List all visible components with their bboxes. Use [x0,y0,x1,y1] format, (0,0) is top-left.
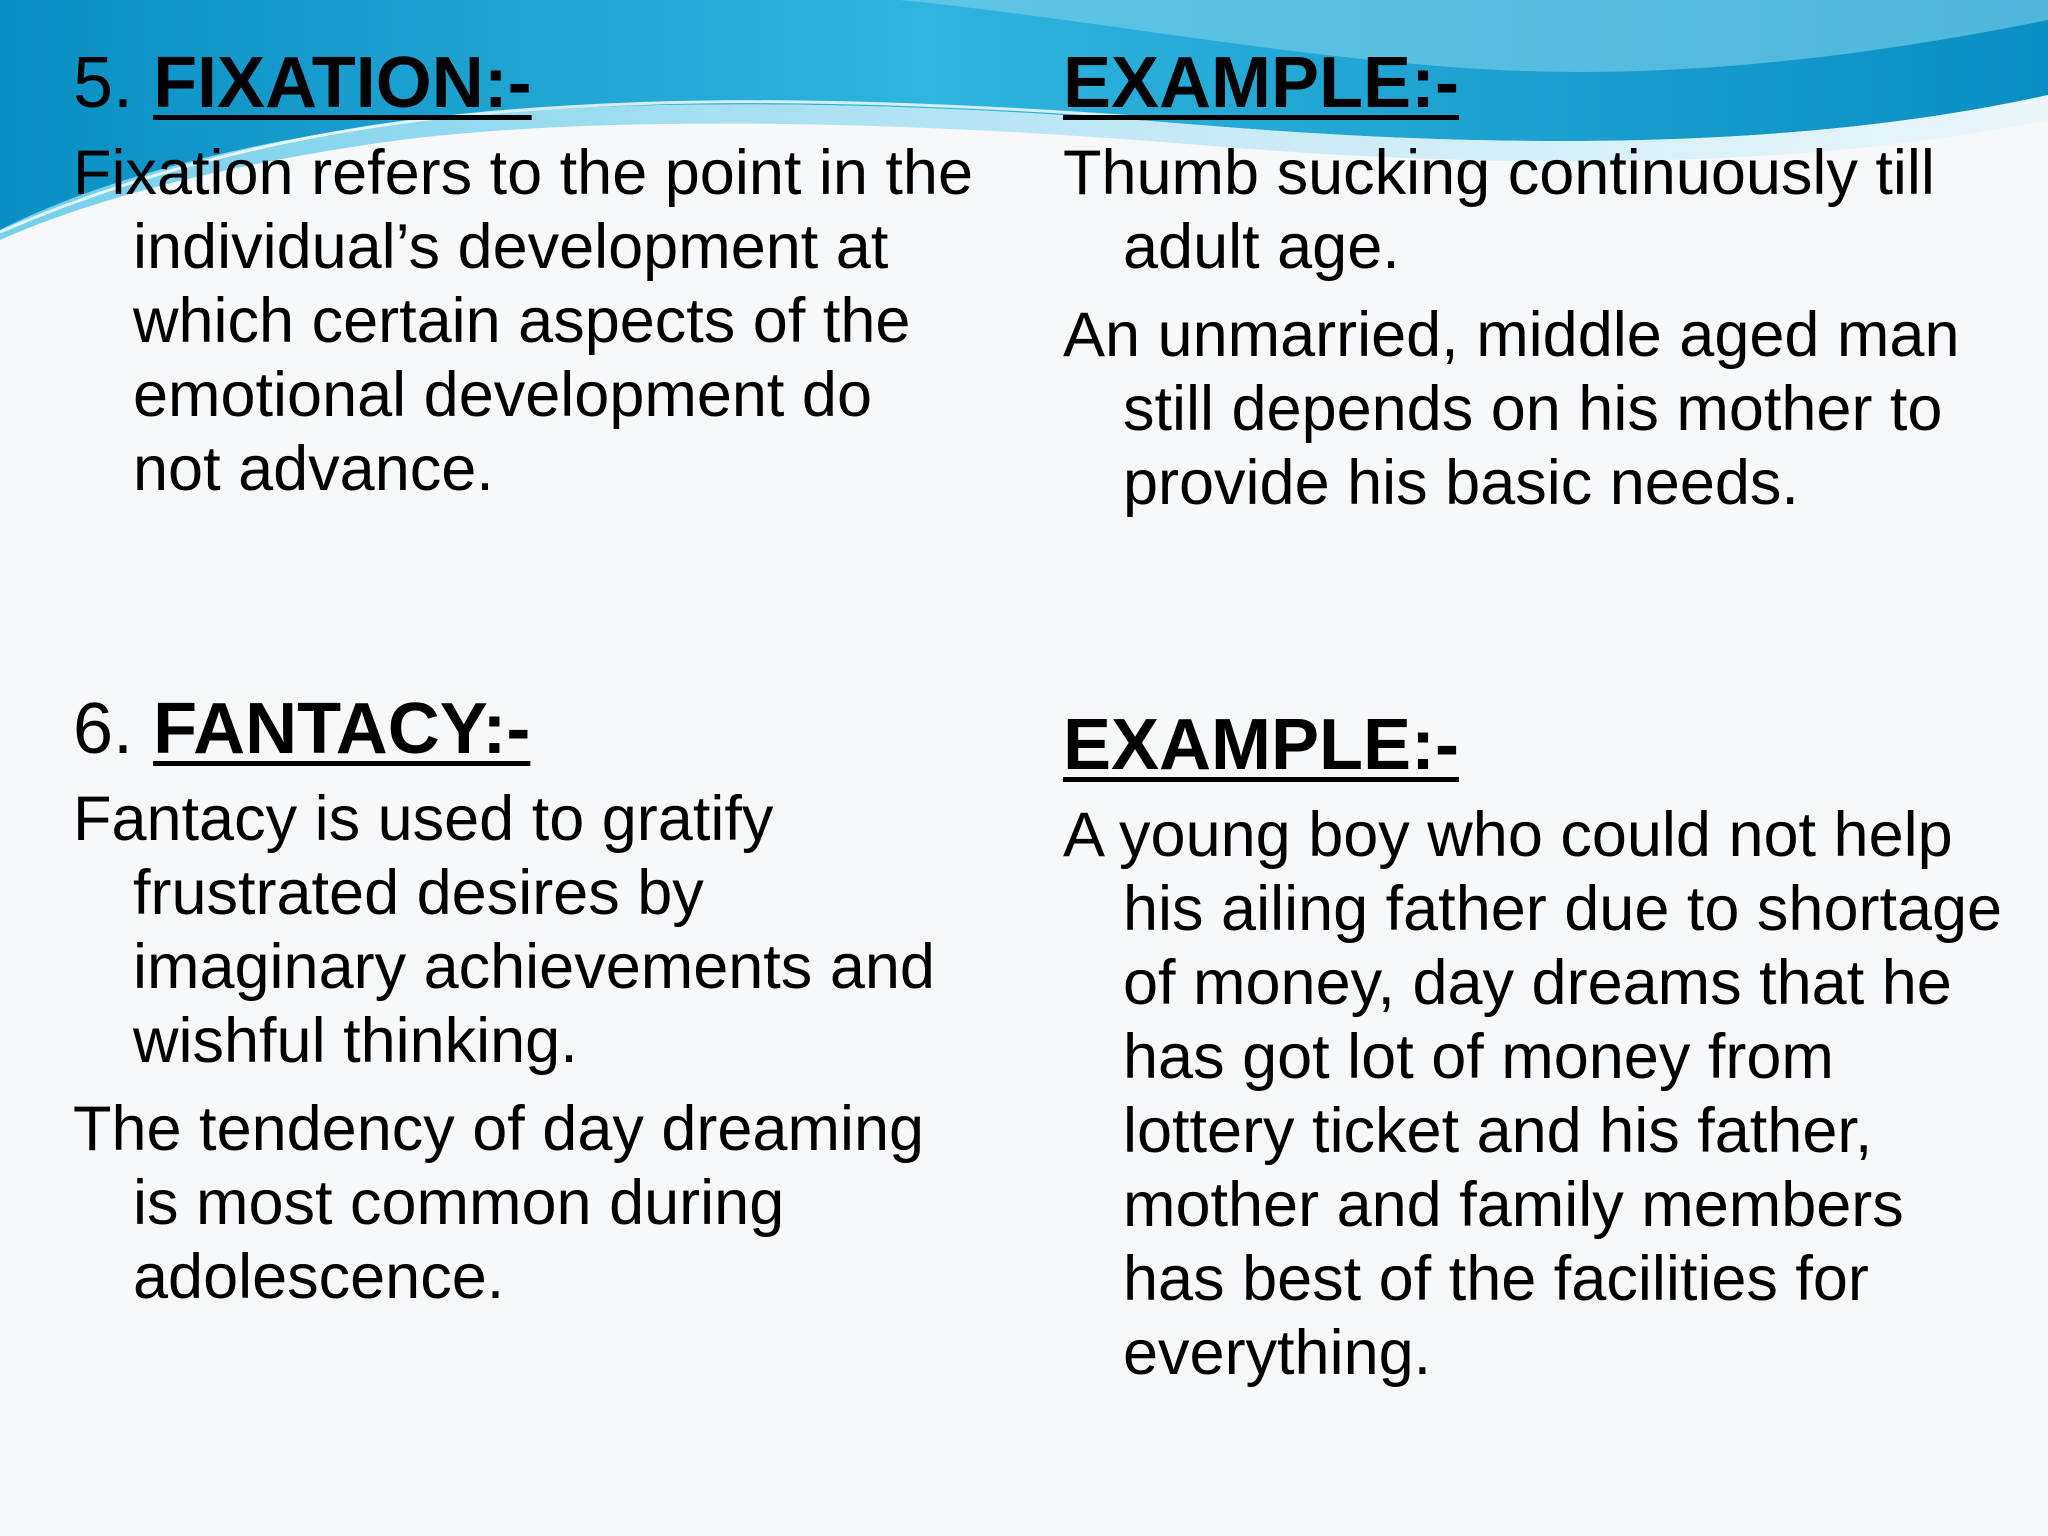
fantacy-definition: Fantacy is used to gratify frustrated desires by imaginary achievements and wishful thinking. [73,784,935,1076]
fantacy-heading [73,684,973,774]
fixation-example-text-1: Thumb sucking continuously till adult age. [1063,138,1935,282]
fixation-example-section [1063,38,2003,534]
fantacy-example-section [1063,700,2003,1404]
fixation-heading [73,38,973,128]
fantacy-example-term: EXAMPLE:- [1063,705,1459,785]
fantacy-example-heading [1063,700,2003,790]
fixation-example-term: EXAMPLE:- [1063,43,1459,123]
fixation-section [73,38,973,520]
fixation-example-text-2: An unmarried, middle aged man still depends on his mother to provide his basic needs. [1063,300,1960,518]
fixation-term: FIXATION:- [153,43,532,123]
fantacy-number: 6. [73,689,134,769]
fixation-number: 5. [73,43,134,123]
fantacy-section [73,684,973,1328]
fantacy-term: FANTACY:- [153,689,531,769]
fixation-definition: Fixation refers to the point in the individual’s development at which certain aspects of the emotional development do not advance. [73,138,973,504]
fantacy-note: The tendency of day dreaming is most common during adolescence. [73,1094,925,1312]
fantacy-example-text: A young boy who could not help his ailing father due to shortage of money, day dreams that he has got lot of money from lottery ticket and his father, mother and family members has best of the facilities for everything. [1063,800,2003,1388]
fixation-example-heading [1063,38,2003,128]
